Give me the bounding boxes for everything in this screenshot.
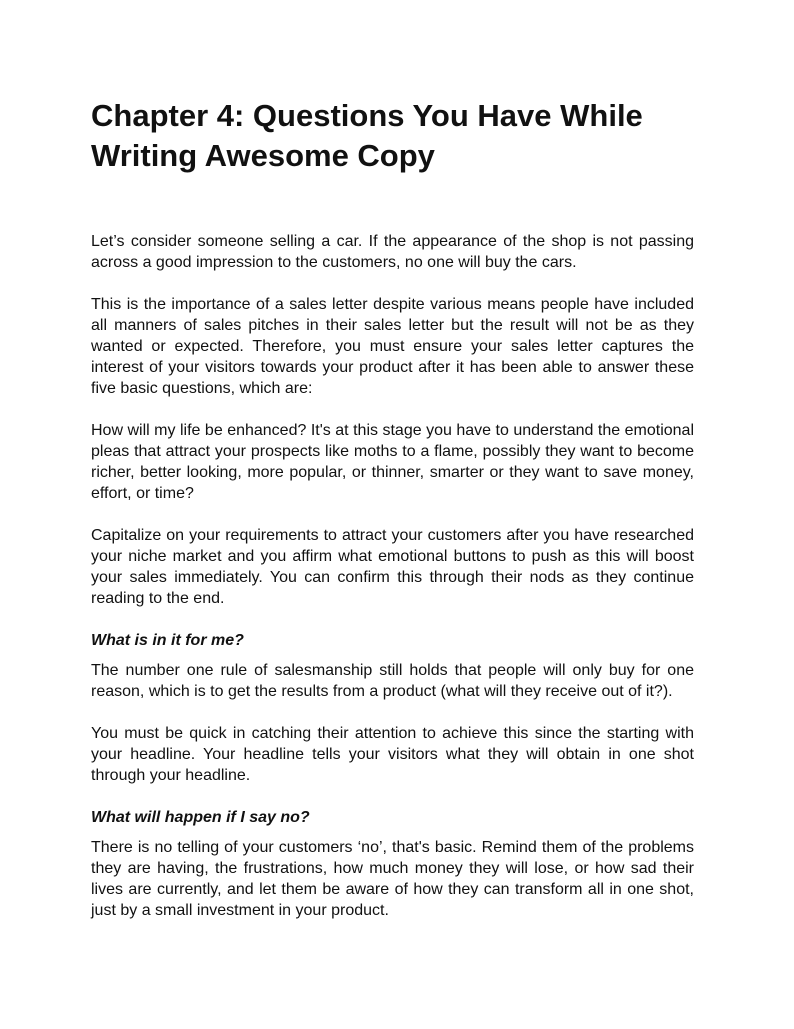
paragraph-capitalize: Capitalize on your requirements to attract your customers after you have researched your niche market and you affirm what emotional buttons to push as this will boost your sales immediately. You can confirm this through their nods as they continue reading to the end. bbox=[91, 527, 694, 607]
chapter-title: Chapter 4: Questions You Have While Writing Awesome Copy bbox=[91, 98, 643, 173]
subheading-say-no: What will happen if I say no? bbox=[91, 809, 310, 826]
subheading-whats-in-it: What is in it for me? bbox=[91, 632, 244, 649]
paragraph-salesmanship-rule: The number one rule of salesmanship still holds that people will only buy for one reason, which is to get the results from a product (what will they receive out of it?). bbox=[91, 662, 694, 700]
paragraph-headline: You must be quick in catching their attention to achieve this since the starting with your headline. Your headline tells your visitors what they will obtain in one shot through your headline. bbox=[91, 725, 694, 784]
paragraph-sales-letter-importance: This is the importance of a sales letter despite various means people have included all manners of sales pitches in their sales letter but the result will not be as they wanted or expected. Therefore, you must ensure your sales letter captures the interest of your visitors towards your product after it has been able to answer these five basic questions, which are: bbox=[91, 296, 694, 397]
document-page bbox=[91, 96, 694, 921]
paragraph-car-example: Let’s consider someone selling a car. If the appearance of the shop is not passing across a good impression to the customers, no one will buy the cars. bbox=[91, 233, 694, 271]
paragraph-customers-no: There is no telling of your customers ‘no’, that's basic. Remind them of the problems they are having, the frustrations, how much money they will lose, or how sad their lives are currently, and let them be aware of how they can transform all in one shot, just by a small investment in your product. bbox=[91, 839, 694, 919]
paragraph-life-enhanced: How will my life be enhanced? It's at this stage you have to understand the emotional pleas that attract your prospects like moths to a flame, possibly they want to become richer, better looking, more popular, or thinner, smarter or they want to save money, effort, or time? bbox=[91, 422, 694, 502]
